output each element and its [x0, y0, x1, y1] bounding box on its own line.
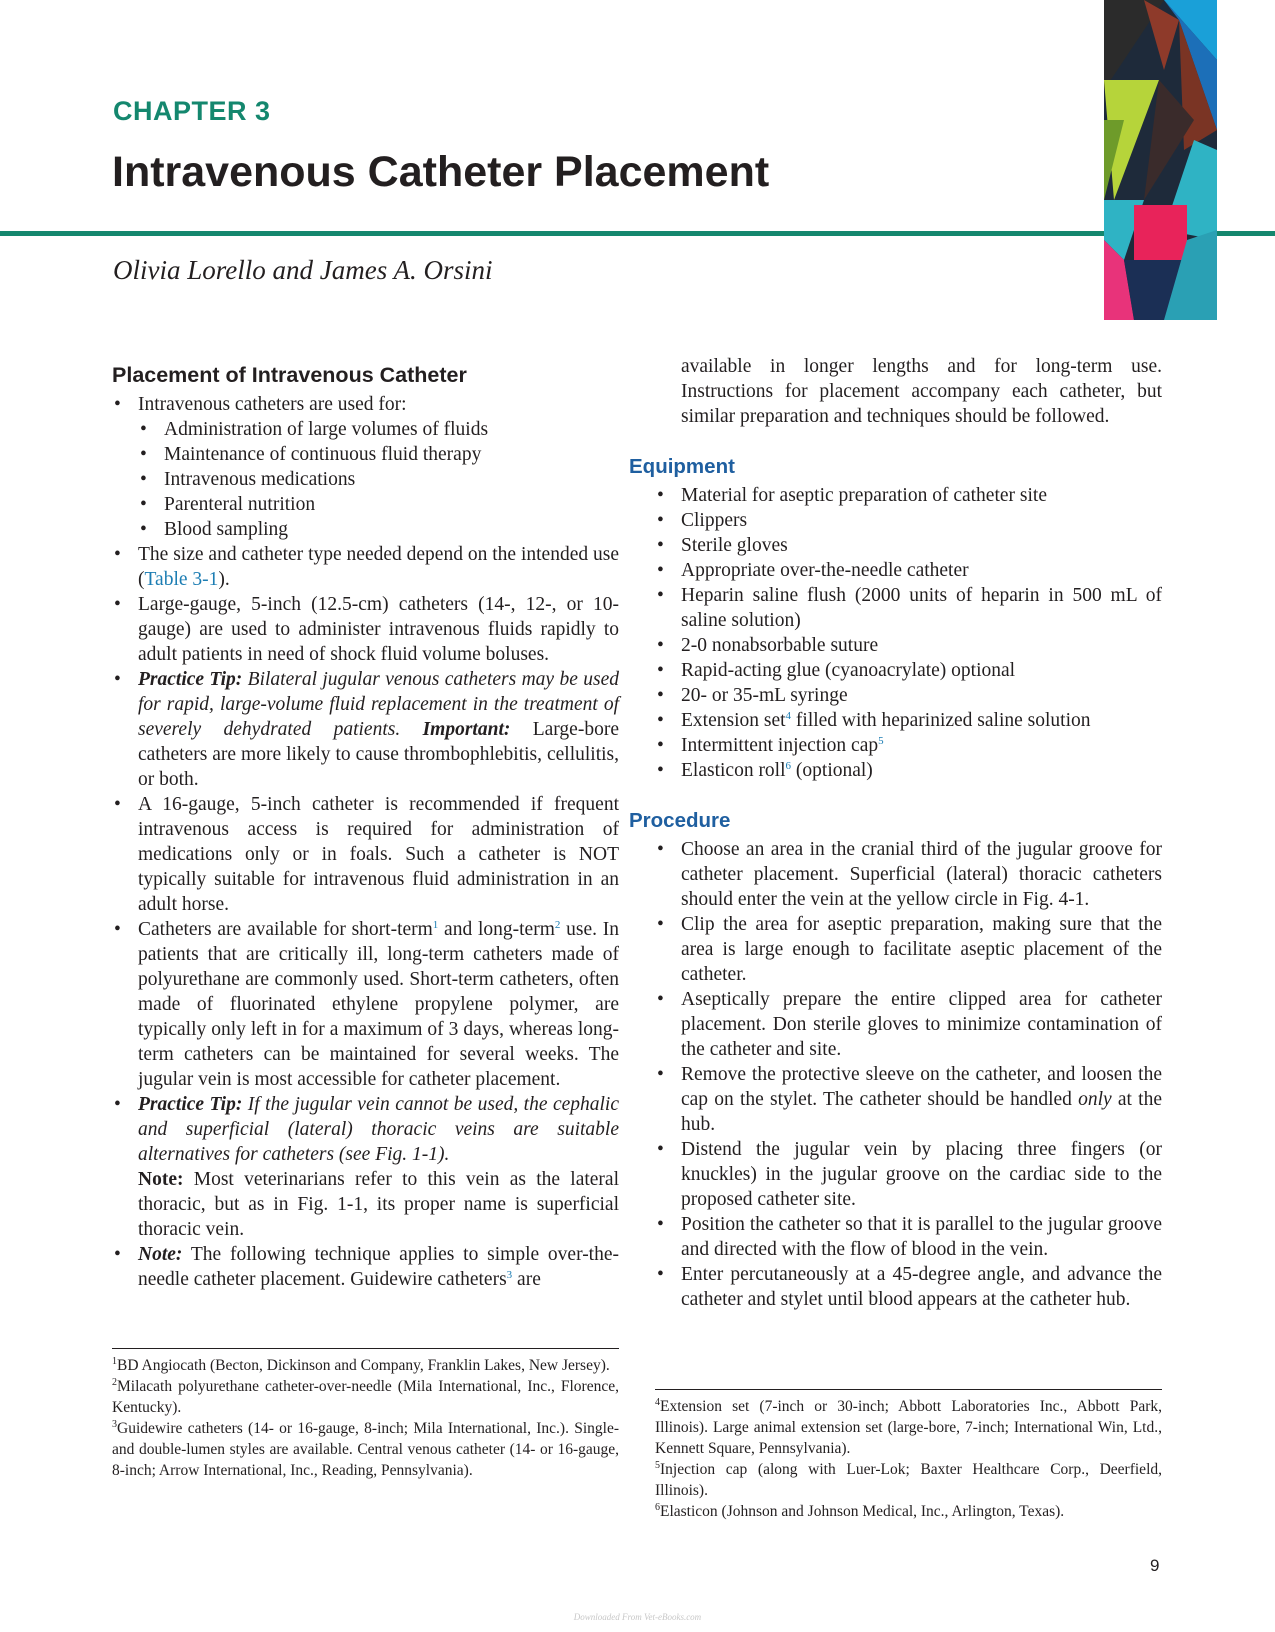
- list-item: • Aseptically prepare the entire clipped area for catheter placement. Don sterile gloves to minimize contamination of the catheter and site.: [655, 987, 1162, 1062]
- list-item: • Rapid-acting glue (cyanoacrylate) optional: [655, 658, 1162, 683]
- list-item: • Note: The following technique applies to simple over-the-needle catheter placement. Guidewire catheters$^3$ are: [112, 1242, 619, 1292]
- page-number: 9: [1150, 1556, 1160, 1575]
- decorative-art-strip: [1104, 0, 1217, 320]
- list-item: • Parenteral nutrition: [138, 492, 619, 517]
- uses-sublist: [138, 417, 619, 542]
- list-item: • Distend the jugular vein by placing three fingers (or knuckles) in the jugular groove on the cardiac side to the proposed catheter site.: [655, 1137, 1162, 1212]
- footnote-ref[interactable]: 6: [785, 760, 792, 772]
- list-item: • Practice Tip: Bilateral jugular venous catheters may be used for rapid, large-volume fluid replacement in the treatment of severely dehydrated patients. Important: Large-bore catheters are more likely to cause thrombophlebitis, cellulitis, or both.: [112, 667, 619, 792]
- table-link[interactable]: Table 3-1: [144, 569, 219, 590]
- list-item: • Appropriate over-the-needle catheter: [655, 558, 1162, 583]
- footnote-ref[interactable]: 4: [785, 710, 792, 722]
- list-item: • A 16-gauge, 5-inch catheter is recommended if frequent intravenous access is required for administration of medications only or in foals. Such a catheter is NOT typically suitable for intravenous fluid administration in an adult horse.: [112, 792, 619, 917]
- authors: Olivia Lorello and James A. Orsini: [113, 255, 493, 285]
- list-item: • 20- or 35-mL syringe: [655, 683, 1162, 708]
- footnote: $^4$Extension set (7-inch or 30-inch; Abbott Laboratories Inc., Abbott Park, Illinois). Large animal extension set (large-bore, 7-inch; International Win, Ltd., Kennett Square, Pennsylvania).: [655, 1397, 1162, 1457]
- list-item: • 2-0 nonabsorbable suture: [655, 633, 1162, 658]
- right-column: [629, 354, 1162, 1312]
- footnote-ref[interactable]: 3: [506, 1269, 513, 1281]
- list-item: • Choose an area in the cranial third of the jugular groove for catheter placement. Superficial (lateral) thoracic catheters should enter the vein at the yellow circle in Fig. 4-1.: [655, 837, 1162, 912]
- list-item: • Intermittent injection cap$^5$: [655, 733, 1162, 758]
- list-item: • Heparin saline flush (2000 units of heparin in 500 mL of saline solution): [655, 583, 1162, 633]
- footnote-ref[interactable]: 1: [432, 919, 439, 931]
- list-item: • Clip the area for aseptic preparation, making sure that the area is large enough to facilitate aseptic placement of the catheter.: [655, 912, 1162, 987]
- footnotes-left: [112, 1348, 619, 1481]
- footnote: $^3$Guidewire catheters (14- or 16-gauge, 8-inch; Mila International, Inc.). Single- and double-lumen styles are available. Central venous catheter (14- or 16-gauge, 8-inch; Arrow International, Inc., Reading, Pennsylvania).: [112, 1419, 619, 1479]
- list-item: • Intravenous medications: [138, 467, 619, 492]
- list-item: • Clippers: [655, 508, 1162, 533]
- list-item: • Administration of large volumes of fluids: [138, 417, 619, 442]
- footnotes-right: [655, 1389, 1162, 1522]
- procedure-list: [655, 837, 1162, 1312]
- footnote-ref[interactable]: 5: [878, 735, 884, 747]
- footnote: $^5$Injection cap (along with Luer-Lok; Baxter Healthcare Corp., Deerfield, Illinois).: [655, 1460, 1162, 1499]
- footnote: $^1$BD Angiocath (Becton, Dickinson and Company, Franklin Lakes, New Jersey).: [112, 1356, 610, 1374]
- footnote-ref[interactable]: 2: [554, 919, 561, 931]
- footnote: $^2$Milacath polyurethane catheter-over-needle (Mila International, Inc., Florence, Kentucky).: [112, 1377, 619, 1416]
- section-title-equipment: Equipment: [629, 455, 735, 478]
- list-item: • Elasticon roll$^6$ (optional): [655, 758, 1162, 783]
- list-item: • Intravenous catheters are used for: • Administration of large volumes of fluids • Maintenance of continuous fluid therapy • Intravenous medications • Parenteral nutrition • Blood sampling: [112, 392, 619, 542]
- header-rule: [0, 231, 1275, 236]
- chapter-label: CHAPTER 3: [113, 96, 271, 126]
- list-item: • Catheters are available for short-term$^1$ and long-term$^2$ use. In patients that are critically ill, long-term catheters made of polyurethane are commonly used. Short-term catheters, often made of fluorinated ethylene propylene polymer, are typically only left in for a maximum of 3 days, whereas long-term catheters can be maintained for several weeks. The jugular vein is most accessible for catheter placement.: [112, 917, 619, 1092]
- list-item: • Maintenance of continuous fluid therapy: [138, 442, 619, 467]
- list-item: • Remove the protective sleeve on the catheter, and loosen the cap on the stylet. The catheter should be handled only at the hub.: [655, 1062, 1162, 1137]
- continued-paragraph: available in longer lengths and for long-term use. Instructions for placement accompany each catheter, but similar preparation and techniques should be followed.: [681, 356, 1162, 427]
- section-title-placement: Placement of Intravenous Catheter: [112, 363, 467, 387]
- list-item: • Large-gauge, 5-inch (12.5-cm) catheters (14-, 12-, or 10-gauge) are used to administer intravenous fluids rapidly to adult patients in need of shock fluid volume boluses.: [112, 592, 619, 667]
- equipment-list: [655, 483, 1162, 783]
- list-item: • The size and catheter type needed depend on the intended use (Table 3-1).: [112, 542, 619, 592]
- list-item: • Practice Tip: If the jugular vein cannot be used, the cephalic and superficial (lateral) thoracic veins are suitable alternatives for catheters (see Fig. 1-1). Note: Most veterinarians refer to this vein as the lateral thoracic, but as in Fig. 1-1, its proper name is superficial thoracic vein.: [112, 1092, 619, 1242]
- list-item: • Extension set$^4$ filled with heparinized saline solution: [655, 708, 1162, 733]
- list-item: • Material for aseptic preparation of catheter site: [655, 483, 1162, 508]
- left-column: [112, 362, 619, 1292]
- list-item: • Enter percutaneously at a 45-degree angle, and advance the catheter and stylet until blood appears at the catheter hub.: [655, 1262, 1162, 1312]
- footnote: $^6$Elasticon (Johnson and Johnson Medical, Inc., Arlington, Texas).: [655, 1502, 1065, 1520]
- list-item: • Position the catheter so that it is parallel to the jugular groove and directed with the flow of blood in the vein.: [655, 1212, 1162, 1262]
- note-paragraph: Note: Most veterinarians refer to this vein as the lateral thoracic, but as in Fig. 1-1, its proper name is superficial thoracic vein.: [138, 1169, 619, 1240]
- placement-list: [112, 392, 619, 1292]
- list-item: • Sterile gloves: [655, 533, 1162, 558]
- section-title-procedure: Procedure: [629, 809, 731, 832]
- watermark: Downloaded From Vet-eBooks.com: [573, 1612, 702, 1622]
- list-item: • Blood sampling: [138, 517, 619, 542]
- chapter-title: Intravenous Catheter Placement: [112, 148, 770, 196]
